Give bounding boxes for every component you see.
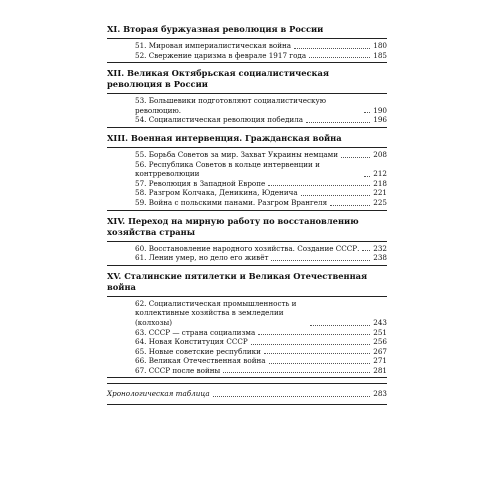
section-entries <box>107 93 387 128</box>
entry-title: 52. Свержение царизма в феврале 1917 года <box>135 50 307 60</box>
toc-entry[interactable] <box>135 337 387 347</box>
dot-leader <box>301 195 371 196</box>
dot-leader <box>268 185 370 186</box>
toc-entry[interactable] <box>135 347 387 357</box>
entry-title: 54. Социалистическая революция победила <box>135 115 304 125</box>
toc-entry[interactable] <box>135 366 387 376</box>
section-xiii <box>107 133 387 211</box>
toc-entry[interactable] <box>135 41 387 51</box>
entry-page: 267 <box>373 346 387 356</box>
toc-entry[interactable] <box>135 299 387 328</box>
section-title: XIII. Военная интервенция. Гражданская война <box>107 132 342 143</box>
chronology-section <box>107 383 387 405</box>
dot-leader <box>264 353 370 354</box>
table-of-contents <box>107 24 387 405</box>
toc-entry[interactable] <box>135 179 387 189</box>
dot-leader <box>309 57 370 58</box>
entry-page: 221 <box>373 188 387 198</box>
dot-leader <box>364 112 370 113</box>
section-xv <box>107 271 387 379</box>
dot-leader <box>364 176 370 177</box>
entry-page: 180 <box>373 41 387 50</box>
section-title: XV. Сталинские пятилетки и Великая Отечественная война <box>107 270 368 292</box>
toc-entry[interactable] <box>135 328 387 338</box>
entry-page: 218 <box>373 178 387 188</box>
dot-leader <box>362 250 370 251</box>
entry-title: 64. Новая Конституция СССР <box>135 337 248 347</box>
entry-title: 58. Разгром Колчака, Деникина, Юденича <box>135 188 298 198</box>
section-entries <box>107 38 387 63</box>
toc-entry[interactable] <box>135 253 387 263</box>
entry-title: Хронологическая таблица <box>107 389 210 399</box>
entry-title: 57. Революция в Западной Европе <box>135 178 266 188</box>
entry-page: 208 <box>373 149 387 159</box>
entry-page: 225 <box>373 197 387 207</box>
section-title: XI. Вторая буржуазная революция в России <box>107 24 324 34</box>
toc-entry[interactable] <box>135 356 387 366</box>
entry-title: 62. Социалистическая промышленность и коллективные хозяйства в земледелии (колхозы) <box>135 298 297 327</box>
entry-title: 61. Ленин умер, но дело его живёт <box>135 253 269 263</box>
dot-leader <box>310 325 370 326</box>
section-xiv <box>107 216 387 266</box>
dot-leader <box>341 157 370 158</box>
toc-entry[interactable] <box>135 198 387 208</box>
entry-title: 56. Республика Советов в кольце интервенции и контрреволюции <box>135 159 320 179</box>
toc-entry[interactable] <box>135 160 387 179</box>
toc-entry-chronology[interactable] <box>107 389 387 399</box>
entry-page: 196 <box>373 115 387 125</box>
entry-page: 256 <box>373 337 387 347</box>
toc-entry[interactable] <box>135 244 387 254</box>
entry-page: 212 <box>373 169 387 179</box>
toc-entry[interactable] <box>135 150 387 160</box>
entry-title: 60. Восстановление народного хозяйства. Создание СССР. <box>135 243 360 253</box>
entry-page: 271 <box>373 356 387 366</box>
entry-page: 251 <box>373 327 387 337</box>
entry-title: 65. Новые советские республики <box>135 346 261 356</box>
section-entries <box>107 296 387 379</box>
dot-leader <box>213 396 371 397</box>
section-xi <box>107 24 387 63</box>
section-entries <box>107 147 387 211</box>
entry-page: 243 <box>373 317 387 327</box>
toc-entry[interactable] <box>135 188 387 198</box>
section-xii <box>107 68 387 128</box>
section-title: XII. Великая Октябрьская социалистическая революция в России <box>107 68 330 90</box>
entry-title: 67. СССР после войны <box>135 365 221 375</box>
dot-leader <box>258 334 370 335</box>
entry-title: 59. Война с польскими панами. Разгром Врангеля <box>135 197 328 207</box>
entry-page: 185 <box>373 50 387 60</box>
toc-entry[interactable] <box>135 115 387 125</box>
dot-leader <box>269 363 371 364</box>
entry-title: 53. Большевики подготовляют социалистическую революцию. <box>135 96 326 115</box>
dot-leader <box>330 205 370 206</box>
dot-leader <box>306 122 370 123</box>
dot-leader <box>294 48 370 49</box>
entry-title: 66. Великая Отечественная война <box>135 356 266 366</box>
entry-page: 281 <box>373 365 387 375</box>
entry-page: 232 <box>373 243 387 253</box>
dot-leader <box>251 344 371 345</box>
entry-title: 51. Мировая империалистическая война <box>135 41 292 50</box>
dot-leader <box>223 372 370 373</box>
toc-entry[interactable] <box>135 51 387 61</box>
entry-page: 190 <box>373 105 387 115</box>
section-entries <box>107 241 387 266</box>
entry-page: 238 <box>373 253 387 263</box>
entry-title: 55. Борьба Советов за мир. Захват Украины немцами <box>135 149 339 159</box>
entry-page: 283 <box>373 389 387 399</box>
section-title: XIV. Переход на мирную работу по восстановлению хозяйства страны <box>107 215 359 237</box>
dot-leader <box>271 260 370 261</box>
toc-entry[interactable] <box>135 96 387 115</box>
entry-title: 63. СССР — страна социализма <box>135 327 256 337</box>
